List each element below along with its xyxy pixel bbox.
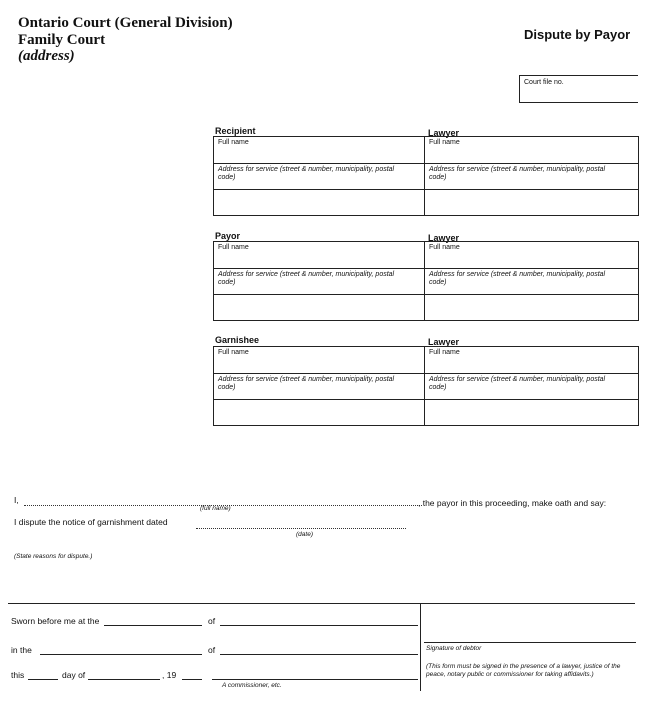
in-the-of-field[interactable] — [220, 654, 418, 655]
day-of-label: day of — [62, 670, 86, 680]
field-caption: Full name — [429, 349, 460, 356]
sworn-place-field[interactable] — [104, 625, 202, 626]
jurat-divider — [420, 603, 421, 691]
lawyer-address-field[interactable] — [424, 373, 639, 399]
date-caption: (date) — [296, 531, 313, 538]
jurat-top-rule — [8, 603, 635, 604]
this-label: this — [11, 670, 25, 680]
commissioner-signature-field[interactable] — [212, 679, 418, 680]
lawyer-label: Lawyer — [428, 337, 460, 347]
address-field[interactable] — [213, 268, 424, 294]
field-caption: Full name — [218, 244, 249, 251]
court-name: Ontario Court (General Division) — [18, 15, 233, 31]
commissioner-caption: A commissioner, etc. — [222, 682, 282, 689]
form-title: Dispute by Payor — [524, 27, 631, 42]
address-field[interactable] — [213, 163, 424, 189]
lawyer-full-name-field[interactable] — [424, 346, 639, 373]
address-field[interactable] — [213, 373, 424, 399]
court-address: (address) — [18, 48, 75, 64]
signature-caption: Signature of debtor — [426, 645, 482, 652]
lawyer-full-name-field[interactable] — [424, 136, 639, 163]
reasons-caption: (State reasons for dispute.) — [14, 553, 93, 560]
field-caption: Address for service (street & number, municipality, postal code) — [429, 271, 606, 286]
court-division: Family Court — [18, 32, 106, 48]
full-name-field[interactable] — [213, 346, 424, 373]
address-continued-field[interactable] — [213, 189, 424, 216]
garnishment-date-field[interactable] — [196, 528, 406, 529]
debtor-signature-field[interactable] — [424, 642, 636, 643]
sworn-label: Sworn before me at the — [11, 616, 100, 626]
oath-i-label: I, — [14, 495, 19, 505]
address-continued-field[interactable] — [213, 399, 424, 426]
of-label-1: of — [208, 616, 216, 626]
year-field[interactable] — [182, 679, 202, 680]
full-name-field[interactable] — [213, 241, 424, 268]
lawyer-full-name-field[interactable] — [424, 241, 639, 268]
party-label: Garnishee — [215, 335, 260, 345]
lawyer-address-field[interactable] — [424, 163, 639, 189]
field-caption: Full name — [429, 139, 460, 146]
full-name-caption: (full name) — [200, 505, 231, 512]
of-label-2: of — [208, 645, 216, 655]
lawyer-label: Lawyer — [428, 233, 460, 243]
lawyer-label: Lawyer — [428, 128, 460, 138]
party-label: Payor — [215, 231, 241, 241]
lawyer-address-continued-field[interactable] — [424, 399, 639, 426]
field-caption: Address for service (street & number, municipality, postal code) — [429, 376, 606, 391]
year-label: , 19 — [162, 670, 177, 680]
field-caption: Full name — [218, 349, 249, 356]
address-continued-field[interactable] — [213, 294, 424, 321]
sworn-place-of-field[interactable] — [220, 625, 418, 626]
lawyer-address-continued-field[interactable] — [424, 294, 639, 321]
in-the-field[interactable] — [40, 654, 202, 655]
court-file-number-label: Court file no. — [524, 79, 564, 86]
court-file-number-field[interactable] — [519, 75, 638, 103]
month-field[interactable] — [88, 679, 160, 680]
field-caption: Address for service (street & number, municipality, postal code) — [218, 376, 395, 391]
lawyer-address-field[interactable] — [424, 268, 639, 294]
payor-statement: , the payor in this proceeding, make oath and say: — [418, 498, 607, 508]
party-label: Recipient — [215, 126, 256, 136]
full-name-field[interactable] — [213, 136, 424, 163]
field-caption: Address for service (street & number, municipality, postal code) — [218, 166, 395, 181]
field-caption: Full name — [429, 244, 460, 251]
signing-note: (This form must be signed in the presence of a lawyer, justice of the peace, notary public or commissioner for taking affidavits.) — [426, 663, 621, 678]
dispute-statement: I dispute the notice of garnishment dated — [14, 517, 168, 527]
field-caption: Address for service (street & number, municipality, postal code) — [218, 271, 395, 286]
day-field[interactable] — [28, 679, 58, 680]
field-caption: Full name — [218, 139, 249, 146]
field-caption: Address for service (street & number, municipality, postal code) — [429, 166, 606, 181]
in-the-label: in the — [11, 645, 32, 655]
reasons-field[interactable] — [14, 564, 634, 600]
lawyer-address-continued-field[interactable] — [424, 189, 639, 216]
